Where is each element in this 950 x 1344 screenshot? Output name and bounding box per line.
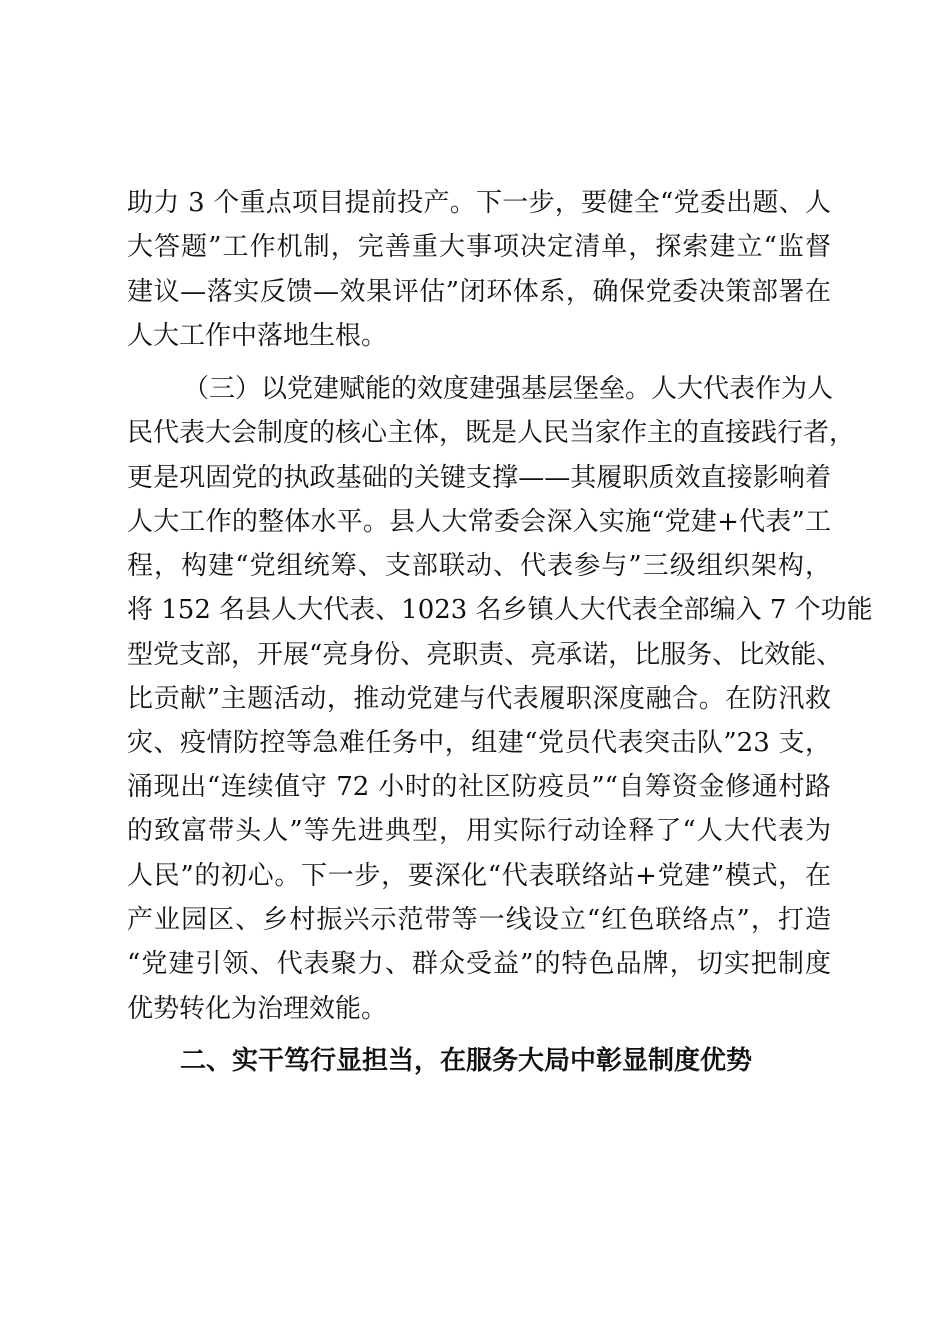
paragraph-line: 大答题”工作机制，完善重大事项决定清单，探索建立“监督	[127, 232, 831, 262]
paragraph-line: 的致富带头人”等先进典型，用实际行动诠释了“人大代表为	[127, 816, 831, 846]
paragraph-line: 人大工作中落地生根。	[127, 321, 388, 351]
paragraph-line: 灾、疫情防控等急难任务中，组建“党员代表突击队”23 支，	[127, 728, 831, 758]
paragraph-line: 型党支部，开展“亮身份、亮职责、亮承诺，比服务、比效能、	[127, 640, 843, 670]
paragraph-line: 比贡献”主题活动，推动党建与代表履职深度融合。在防汛救	[127, 684, 831, 714]
paragraph-line: 产业园区、乡村振兴示范带等一线设立“红色联络点”，打造	[127, 905, 831, 935]
paragraph-line: “党建引领、代表聚力、群众受益”的特色品牌，切实把制度	[127, 949, 831, 979]
paragraph-line: 程，构建“党组统筹、支部联动、代表参与”三级组织架构，	[127, 551, 831, 581]
paragraph-line: （三）以党建赋能的效度建强基层堡垒。人大代表作为人	[183, 374, 834, 404]
section-heading: 二、实干笃行显担当，在服务大局中彰显制度优势	[180, 1046, 753, 1076]
paragraph-line: 民代表大会制度的核心主体，既是人民当家作主的直接践行者，	[127, 418, 856, 448]
paragraph-line: 人大工作的整体水平。县人大常委会深入实施“党建+代表”工	[127, 507, 831, 537]
paragraph-line: 优势转化为治理效能。	[127, 994, 388, 1024]
paragraph-line: 助力 3 个重点项目提前投产。下一步，要健全“党委出题、人	[127, 188, 831, 218]
paragraph-line: 建议—落实反馈—效果评估”闭环体系，确保党委决策部署在	[127, 277, 831, 307]
paragraph-line: 更是巩固党的执政基础的关键支撑——其履职质效直接影响着	[127, 463, 831, 493]
paragraph-line: 人民”的初心。下一步，要深化“代表联络站+党建”模式，在	[127, 861, 831, 891]
paragraph-line: 涌现出“连续值守 72 小时的社区防疫员”“自筹资金修通村路	[127, 772, 831, 802]
paragraph-line: 将 152 名县人大代表、1023 名乡镇人大代表全部编入 7 个功能	[127, 595, 873, 625]
